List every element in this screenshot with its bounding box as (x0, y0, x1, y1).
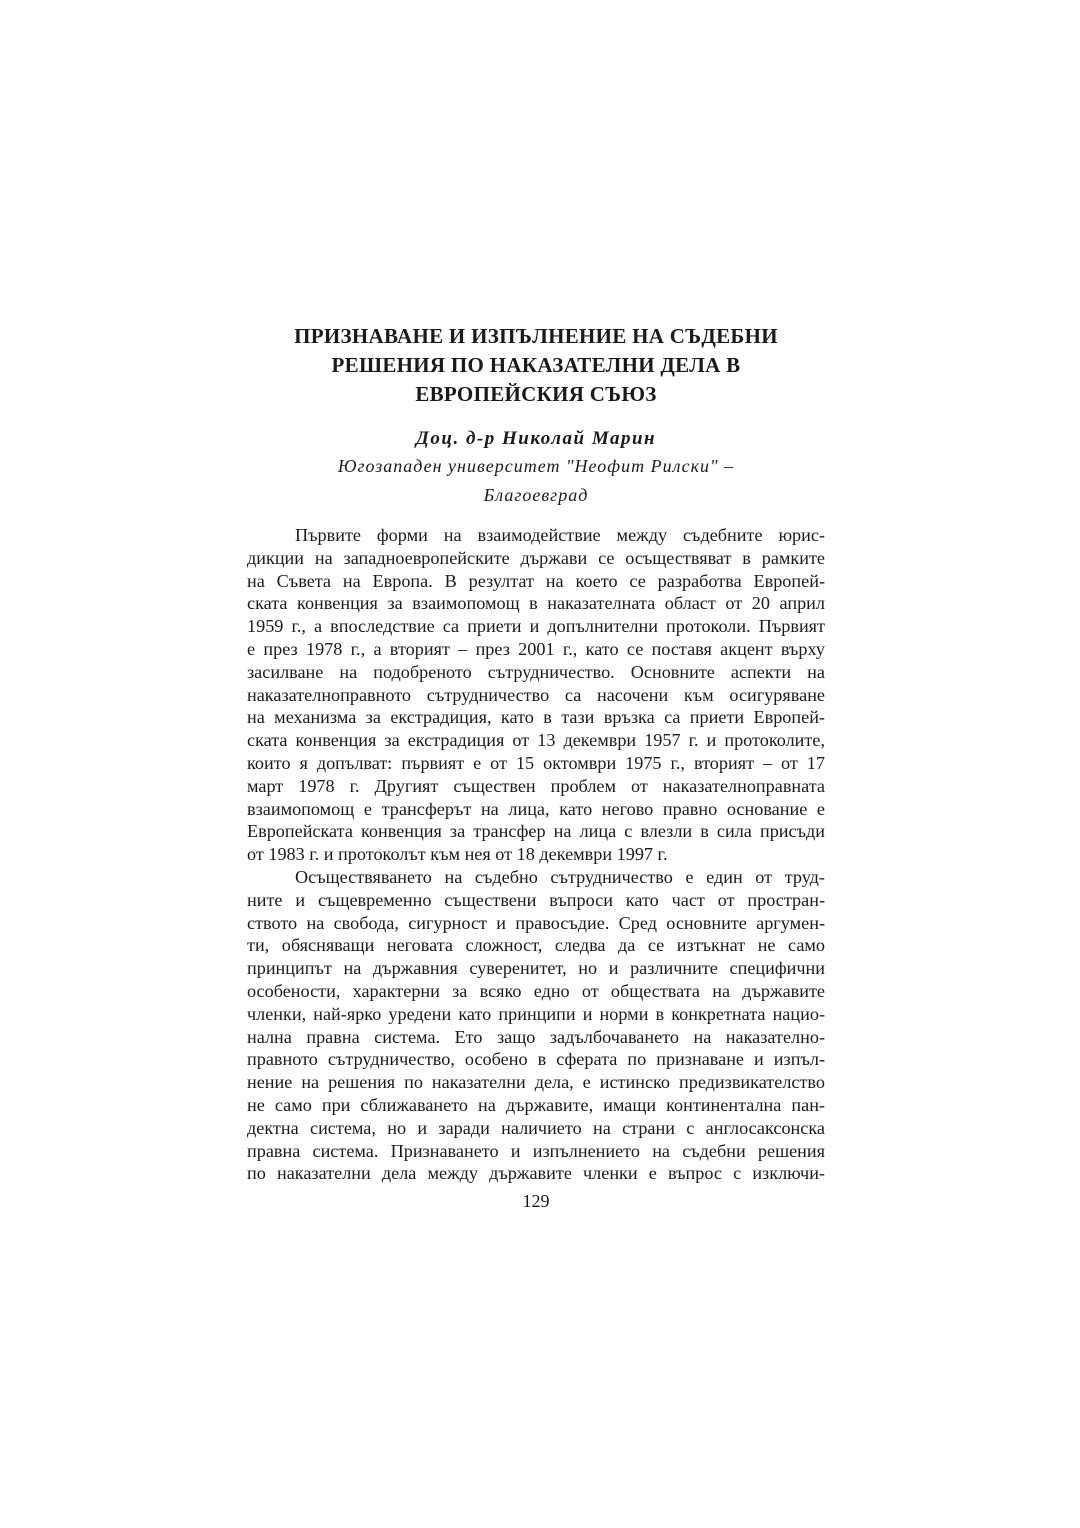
page-number: 129 (522, 1191, 550, 1212)
paragraph-2 (247, 866, 825, 1185)
article-title (247, 322, 825, 409)
text-line: на механизма за екстрадиция, като в тази връзка са приети Европей- (247, 707, 825, 728)
text-line: не само при сближаването на държавите, имащи континентална пан- (247, 1094, 825, 1115)
page-content (247, 322, 825, 1213)
text-line: правното сътрудничество, особено в сферата по признаване и изпъл- (247, 1049, 825, 1070)
text-line: нение на решения по наказателни дела, е истинско предизвикателство (247, 1072, 825, 1093)
text-line: нална правна система. Ето защо задълбочаването на наказателно- (247, 1026, 825, 1047)
text-line: ството на свобода, сигурност и правосъдие. Сред основните аргумен- (247, 912, 825, 933)
author-affiliation (247, 452, 825, 510)
text-line: ската конвенция за екстрадиция от 13 декември 1957 г. и протоколите, (247, 730, 825, 751)
text-line: дикции на западноевропейските държави се осъществяват в рамките (247, 547, 825, 568)
text-line: Осъществяването на съдебно сътрудничество е един от труд- (295, 866, 825, 887)
affiliation-line: Югозападен университет "Неофит Рилски" – (337, 456, 735, 476)
text-line: наказателноправното сътрудничество са насочени към осигуряване (247, 684, 825, 705)
author-name: Доц. д-р Николай Марин (415, 428, 657, 449)
paragraph-1 (247, 524, 825, 866)
text-line: ти, обясняващи неговата сложност, следва да се изтъкнат не само (247, 935, 825, 956)
title-line: ПРИЗНАВАНЕ И ИЗПЪЛНЕНИЕ НА СЪДЕБНИ (294, 324, 778, 348)
text-line: правна система. Признаването и изпълнението на съдебни решения (247, 1140, 825, 1161)
text-line: принципът на държавния суверенитет, но и различните специфични (247, 958, 825, 979)
text-line: засилване на подобреното сътрудничество. Основните аспекти на (247, 661, 825, 682)
text-line: по наказателни дела между държавите членки е въпрос с изключи- (247, 1163, 825, 1184)
affiliation-line: Благоевград (483, 485, 589, 505)
text-line: от 1983 г. и протоколът към нея от 18 декември 1997 г. (247, 844, 668, 865)
text-line: дектна система, но и заради наличието на страни с англосаксонска (247, 1117, 825, 1138)
text-line: членки, най-ярко уредени като принципи и норми в конкретната нацио- (247, 1003, 825, 1024)
text-line: на Съвета на Европа. В резултат на което се разработва Европей- (247, 570, 825, 591)
text-line: особености, характерни за всяко едно от обществата на държавите (247, 980, 825, 1001)
text-line: март 1978 г. Другият съществен проблем от наказателноправната (247, 775, 825, 796)
text-line: които я допълват: първият е от 15 октомври 1975 г., вторият – от 17 (247, 752, 825, 773)
title-line: РЕШЕНИЯ ПО НАКАЗАТЕЛНИ ДЕЛА В (331, 353, 741, 377)
text-line: е през 1978 г., а вторият – през 2001 г., като се поставя акцент върху (247, 638, 825, 659)
title-line: ЕВРОПЕЙСКИЯ СЪЮЗ (415, 382, 657, 406)
text-line: ните и същевременно съществени въпроси като част от простран- (247, 889, 825, 910)
text-line: Европейската конвенция за трансфер на лица с влезли в сила присъди (247, 821, 825, 842)
text-line: 1959 г., а впоследствие са приети и допълнителни протоколи. Първият (247, 616, 825, 637)
text-line: взаимопомощ е трансферът на лица, като негово правно основание е (247, 798, 825, 819)
text-line: ската конвенция за взаимопомощ в наказателната област от 20 април (247, 593, 825, 614)
article-body (247, 524, 825, 1185)
text-line: Първите форми на взаимодействие между съдебните юрис- (295, 525, 825, 545)
